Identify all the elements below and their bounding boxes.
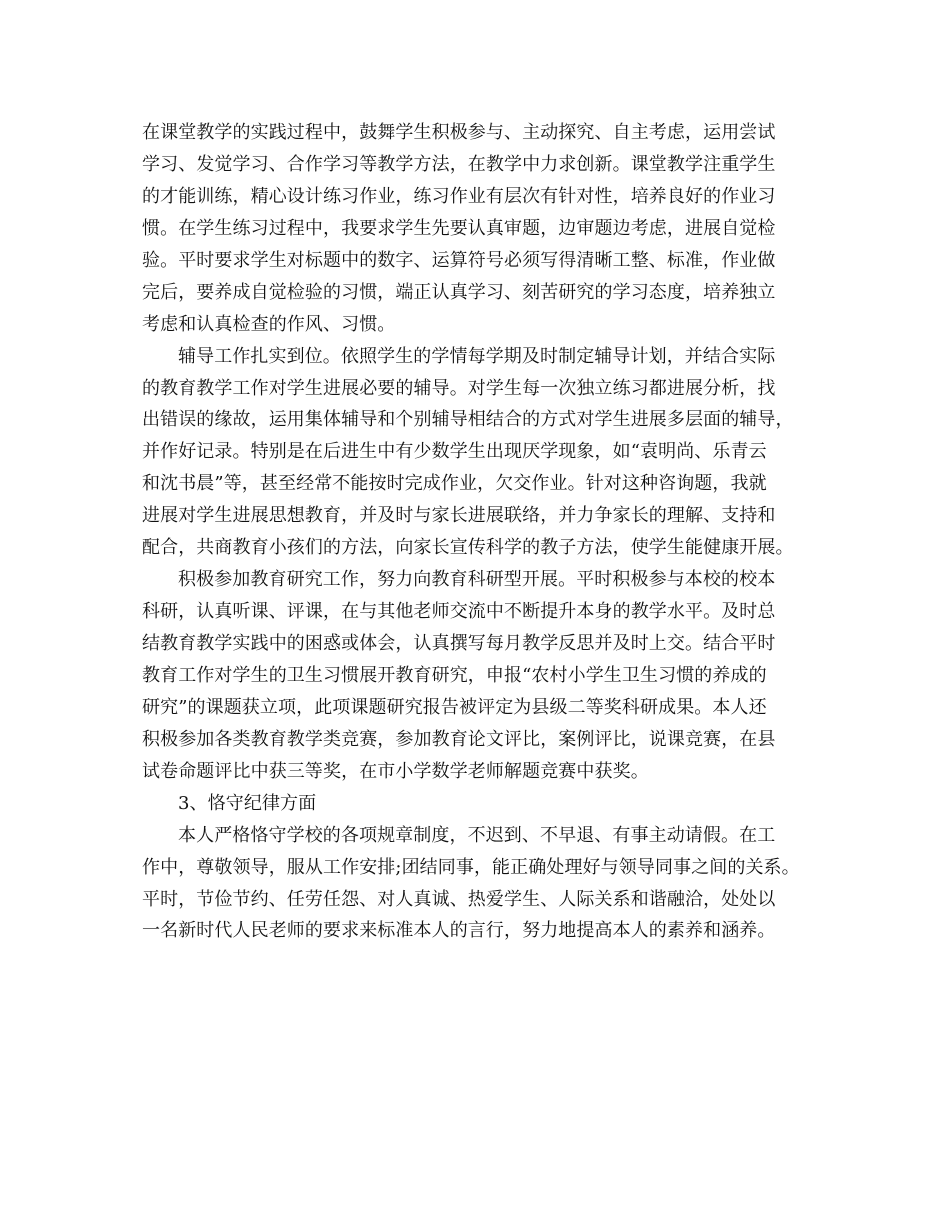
- text-line: 结教育教学实践中的困惑或体会，认真撰写每月教学反思并及时上交。结合平时: [142, 633, 776, 654]
- text-line: 教育工作对学生的卫生习惯展开教育研究，申报“农村小学生卫生习惯的养成的: [142, 664, 767, 686]
- paragraph-start-line: 辅导工作扎实到位。依照学生的学情每学期及时制定辅导计划，并结合实际: [178, 345, 776, 367]
- section-heading: 3、恪守纪律方面: [178, 792, 317, 814]
- text-line: 作中，尊敬领导，服从工作安排;团结同事，能正确处理好与领导同事之间的关系。: [142, 856, 800, 878]
- text-line: 一名新时代人民老师的要求来标准本人的言行，努力地提高本人的素养和涵养。: [142, 920, 776, 942]
- document-body: [142, 117, 807, 947]
- text-line: 平时，节俭节约、任劳任怨、对人真诚、热爱学生、人际关系和谐融洽，处处以: [142, 888, 776, 910]
- paragraph-start-line: 本人严格恪守学校的各项规章制度，不迟到、不早退、有事主动请假。在工: [178, 824, 776, 846]
- text-line: 在课堂教学的实践过程中，鼓舞学生积极参与、主动探究、自主考虑，运用尝试: [142, 122, 776, 143]
- text-line: 和沈书晨”等，甚至经常不能按时完成作业，欠交作业。针对这种咨询题，我就: [142, 473, 767, 495]
- text-line: 研究”的课题获立项，此项课题研究报告被评定为县级二等奖科研成果。本人还: [142, 696, 767, 718]
- text-line: 进展对学生进展思想教育，并及时与家长进展联络，并力争家长的理解、支持和: [142, 505, 776, 527]
- text-line: 的才能训练，精心设计练习作业，练习作业有层次有针对性，培养良好的作业习: [142, 185, 776, 207]
- text-line: 积极参加各类教育教学类竞赛，参加教育论文评比，案例评比，说课竞赛，在县: [142, 728, 776, 750]
- text-line: 配合，共商教育小孩们的方法，向家长宣传科学的教子方法，使学生能健康开展。: [142, 537, 794, 559]
- text-line: 并作好记录。特别是在后进生中有少数学生出现厌学现象，如“袁明尚、乐青云: [142, 441, 767, 463]
- text-line: 验。平时要求学生对标题中的数字、运算符号必须写得清晰工整、标准，作业做: [142, 249, 776, 271]
- text-line: 科研，认真听课、评课，在与其他老师交流中不断提升本身的教学水平。及时总: [142, 601, 776, 623]
- text-line: 惯。在学生练习过程中，我要求学生先要认真审题，边审题边考虑，进展自觉检: [142, 217, 776, 239]
- text-line: 考虑和认真检查的作风、习惯。: [142, 313, 396, 335]
- text-line: 完后，要养成自觉检验的习惯，端正认真学习、刻苦研究的学习态度，培养独立: [142, 281, 776, 303]
- text-line: 学习、发觉学习、合作学习等教学方法，在教学中力求创新。课堂教学注重学生: [142, 153, 776, 175]
- text-line: 出错误的缘故，运用集体辅导和个别辅导相结合的方式对学生进展多层面的辅导，: [142, 409, 794, 431]
- paragraph-start-line: 积极参加教育研究工作，努力向教育科研型开展。平时积极参与本校的校本: [178, 569, 776, 591]
- text-line: 的教育教学工作对学生进展必要的辅导。对学生每一次独立练习都进展分析，找: [142, 377, 776, 399]
- text-line: 试卷命题评比中获三等奖，在市小学数学老师解题竞赛中获奖。: [142, 760, 649, 782]
